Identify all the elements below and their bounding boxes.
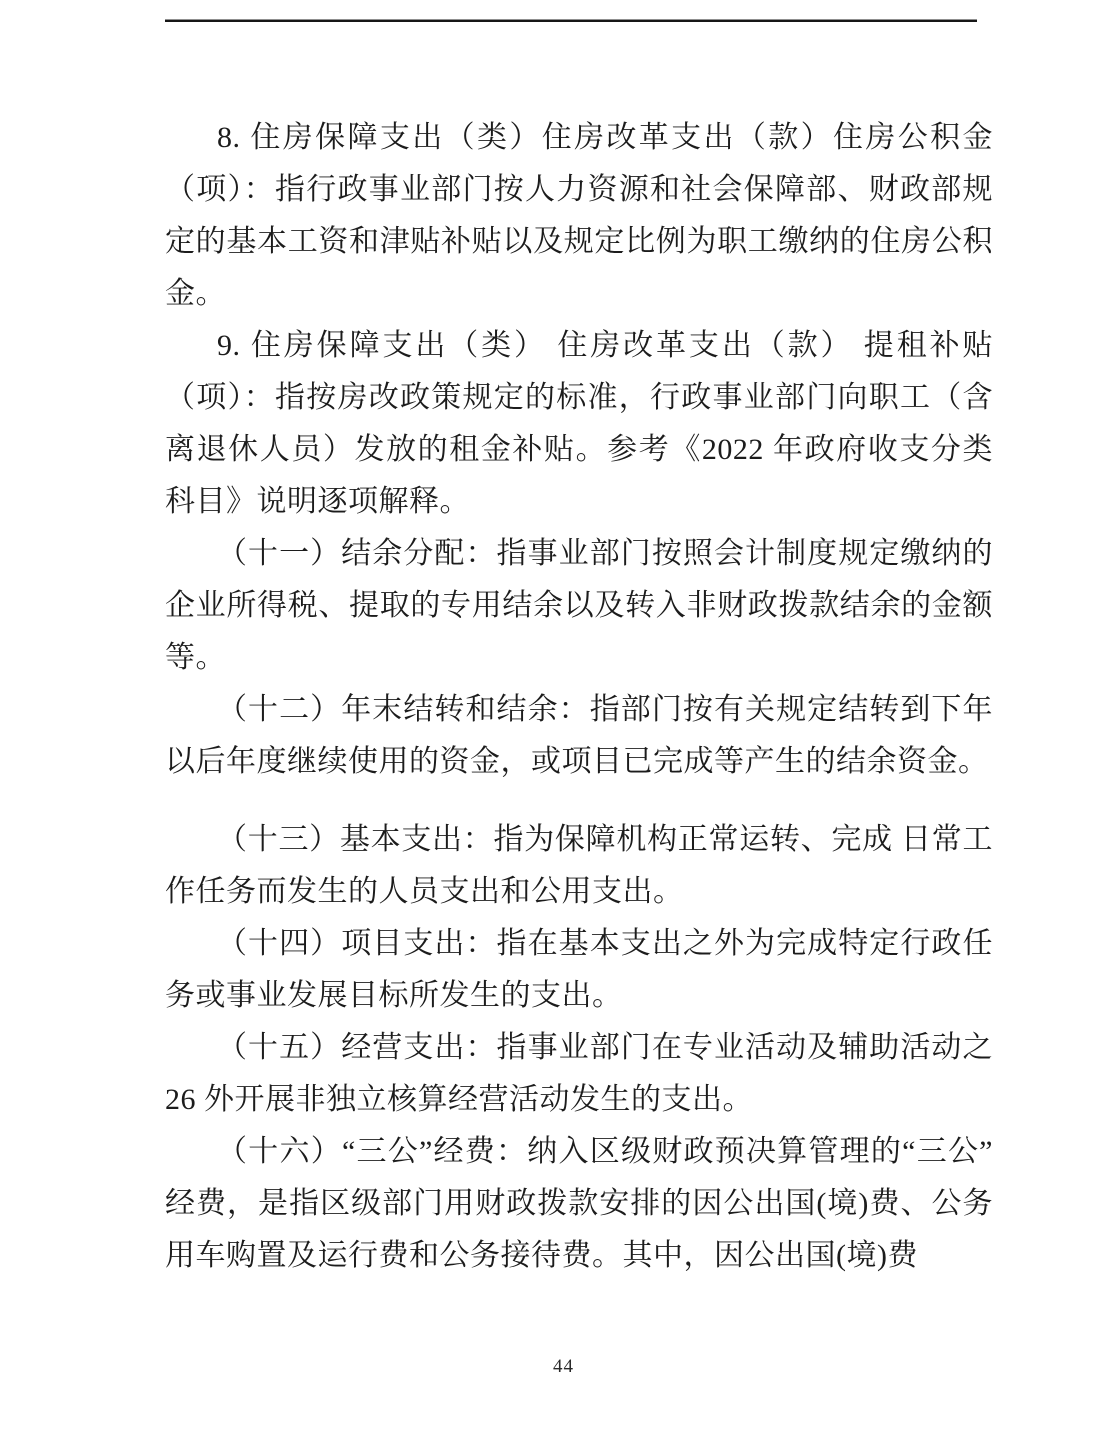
page-number: 44	[553, 1356, 574, 1377]
paragraph-item-9: 9. 住房保障支出（类） 住房改革支出（款） 提租补贴 （项）：指按房改政策规定的标准，行政事业部门向职工（含离退休人员）发放的租金补贴。参考《2022 年政府收支分类科目》说明逐项解释。	[165, 329, 993, 518]
paragraph-item-15: （十五）经营支出：指事业部门在专业活动及辅助活动之 26 外开展非独立核算经营活动发生的支出。	[165, 1031, 993, 1116]
paragraph-item-14: （十四）项目支出：指在基本支出之外为完成特定行政任 务或事业发展目标所发生的支出。	[165, 927, 993, 1012]
paragraph-item-12: （十二）年末结转和结余：指部门按有关规定结转到下年以后年度继续使用的资金，或项目已完成等产生的结余资金。	[165, 693, 993, 778]
document-body	[165, 112, 993, 1282]
paragraph-item-8: 8. 住房保障支出（类）住房改革支出（款）住房公积金（项）：指行政事业部门按人力资源和社会保障部、财政部规定的基本工资和津贴补贴以及规定比例为职工缴纳的住房公积金。	[165, 121, 993, 310]
paragraph-item-13: （十三）基本支出：指为保障机构正常运转、完成 日常工 作任务而发生的人员支出和公用支出。	[165, 823, 993, 908]
paragraph-item-16: （十六）“三公”经费：纳入区级财政预决算管理的“三公”经费，是指区级部门用财政拨款安排的因公出国(境)费、公务用车购置及运行费和公务接待费。其中，因公出国(境)费	[165, 1135, 993, 1272]
header-rule	[165, 19, 977, 22]
paragraph-item-11: （十一）结余分配：指事业部门按照会计制度规定缴纳的企业所得税、提取的专用结余以及转入非财政拨款结余的金额等。	[165, 537, 993, 674]
